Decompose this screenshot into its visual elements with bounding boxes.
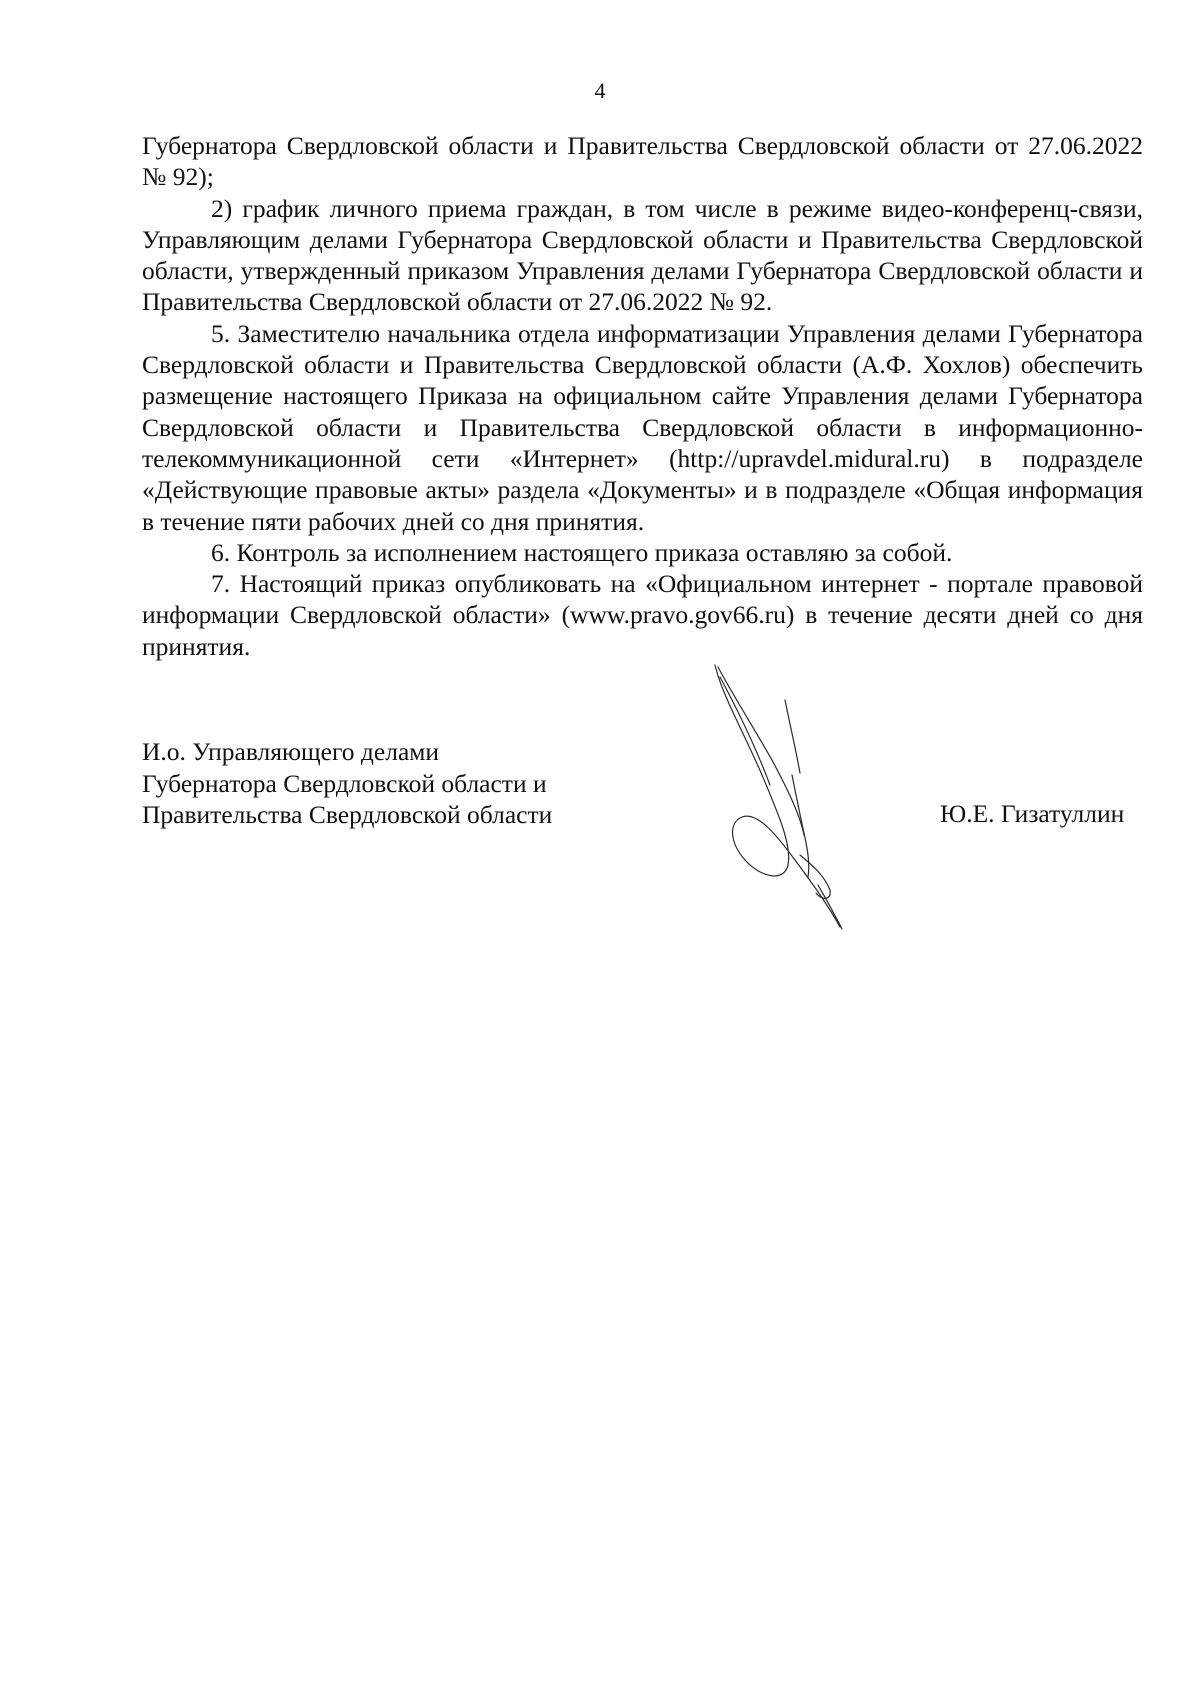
paragraph-item-5: 5. Заместителю начальника отдела информатизации Управления делами Губернатора Свердловской области и Правительства Свердловской области (А.Ф. Хохлов) обеспечить размещение настоящего Приказа на официальном сайте Управления делами Губернатора Свердловской области и Правительства Свердловской области в информационно-телекоммуникационной сети «Интернет» (http://upravdel.midural.ru) в подразделе «Действующие правовые акты» раздела «Документы» и в подразделе «Общая информация в течение пяти рабочих дней со дня принятия.	[142, 318, 1143, 536]
paragraph-continuation: Губернатора Свердловской области и Правительства Свердловской области от 27.06.2022 № 92);	[142, 131, 1143, 192]
signatory-position	[142, 736, 552, 831]
signatory-position-line: И.о. Управляющего делами	[142, 737, 440, 766]
paragraph-item-2: 2) график личного приема граждан, в том числе в режиме видео-конференц-связи, Управляющим делами Губернатора Свердловской области и Правительства Свердловской области, утвержденный приказом Управления делами Губернатора Свердловской области и Правительства Свердловской области от 27.06.2022 № 92.	[142, 193, 1143, 317]
handwritten-signature	[700, 655, 890, 935]
page-number: 4	[594, 78, 606, 103]
signatory-position-line: Губернатора Свердловской области и	[142, 768, 547, 798]
paragraph-item-7: 7. Настоящий приказ опубликовать на «Официальном интернет - портале правовой информации Свердловской области» (www.pravo.gov66.ru) в течение десяти дней со дня принятия.	[142, 569, 1143, 661]
paragraph-item-6: 6. Контроль за исполнением настоящего приказа оставляю за собой.	[211, 537, 953, 567]
signatory-position-line: Правительства Свердловской области	[142, 800, 553, 829]
document-body	[142, 130, 1143, 662]
signer-name: Ю.Е. Гизатуллин	[940, 799, 1125, 828]
